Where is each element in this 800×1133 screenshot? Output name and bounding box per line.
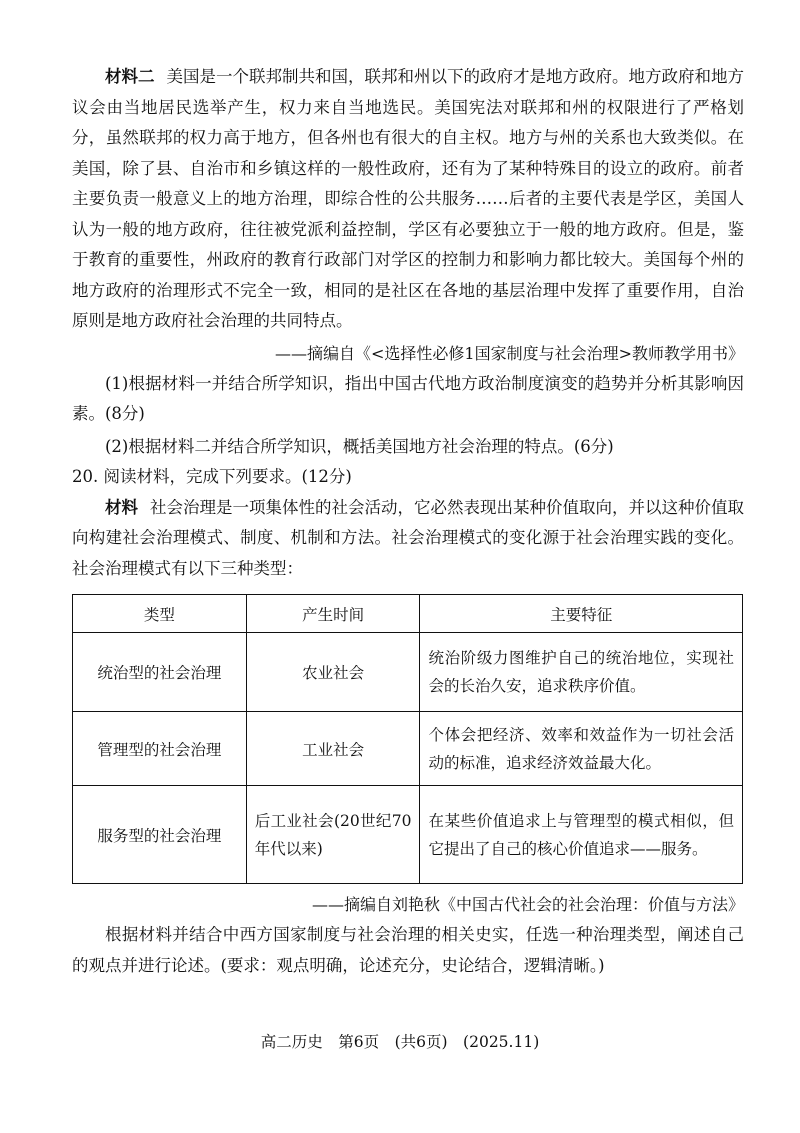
table-cell-type: 统治型的社会治理 [73,633,247,712]
material-2-text: 美国是一个联邦制共和国，联邦和州以下的政府才是地方政府。地方政府和地方议会由当地居民选举产生，权力来自当地选民。美国宪法对联邦和州的权限进行了严格划分，虽然联邦的权力高于地方，但各州也有很大的自主权。地方与州的关系也大致类似。在美国，除了县、自治市和乡镇这样的一般性政府，还有为了某种特殊目的设立的政府。前者主要负责一般意义上的地方治理，即综合性的公共服务……后者的主要代表是学区，美国人认为一般的地方政府，往往被党派利益控制，学区有必要独立于一般的地方政府。但是，鉴于教育的重要性，州政府的教育行政部门对学区的控制力和影响力都比较大。美国每个州的地方政府的治理形式不完全一致，相同的是社区在各地的基层治理中发挥了重要作用，自治原则是地方政府社会治理的共同特点。 [72,67,744,330]
exam-page [72,62,744,981]
question-20-heading: 20. 阅读材料，完成下列要求。(12分) [72,467,352,486]
table-row [73,712,743,786]
governance-types-table [72,594,743,884]
table-cell-time: 后工业社会(20世纪70年代以来) [246,786,420,884]
table-header-time: 产生时间 [246,595,420,633]
table-cell-feature: 统治阶级力图维护自己的统治地位，实现社会的长治久安，追求秩序价值。 [420,633,743,712]
table-header-row [73,595,743,633]
material-2-label: 材料二 [105,67,155,86]
page-footer: 高二历史 第6页 (共6页) (2025.11) [260,1033,540,1051]
question-20-source: ——摘编自刘艳秋《中国古代社会的社会治理：价值与方法》 [311,895,744,914]
question-20-material [72,493,744,585]
question-19-1: (1)根据材料一并结合所学知识，指出中国古代地方政治制度演变的趋势并分析其影响因素。(8分) [72,373,744,423]
table-cell-time: 农业社会 [246,633,420,712]
table-cell-type: 服务型的社会治理 [73,786,247,884]
table-cell-feature: 个体会把经济、效率和效益作为一切社会活动的标准，追求经济效益最大化。 [420,712,743,786]
table-cell-type: 管理型的社会治理 [73,712,247,786]
table-row [73,786,743,884]
question-20-material-label: 材料 [105,497,138,517]
material-2-paragraph [72,62,744,337]
table-header-type: 类型 [73,595,247,633]
table-header-feature: 主要特征 [420,595,743,633]
question-20-task: 根据材料并结合中西方国家制度与社会治理的相关史实，任选一种治理类型，阐述自己的观点并进行论述。(要求：观点明确，论述充分，史论结合，逻辑清晰。) [72,925,744,975]
table-cell-feature: 在某些价值追求上与管理型的模式相似，但它提出了自己的核心价值追求——服务。 [420,786,743,884]
question-20-material-text: 社会治理是一项集体性的社会活动，它必然表现出某种价值取向，并以这种价值取向构建社会治理模式、制度、机制和方法。社会治理模式的变化源于社会治理实践的变化。社会治理模式有以下三种类型： [72,497,744,578]
table-cell-time: 工业社会 [246,712,420,786]
material-2-source: ——摘编自《<选择性必修1国家制度与社会治理>教师教学用书》 [275,343,744,363]
question-19-2: (2)根据材料二并结合所学知识，概括美国地方社会治理的特点。(6分) [105,436,614,456]
table-row [73,633,743,712]
